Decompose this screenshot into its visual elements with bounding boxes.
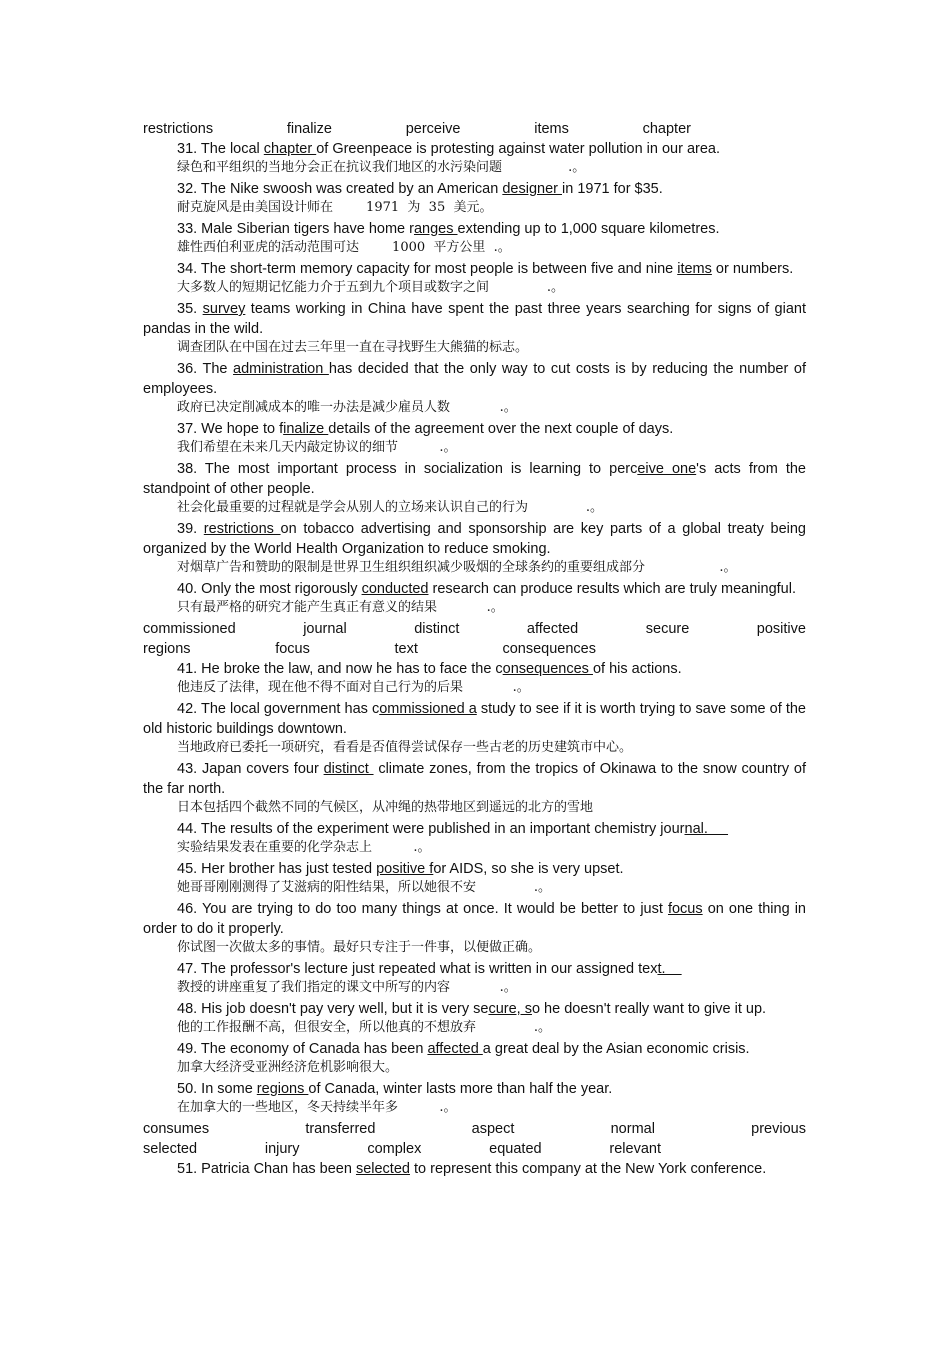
word-bank-2-row-2 (143, 639, 806, 659)
exercise-item (143, 179, 806, 217)
chinese-translation: 你试图一次做太多的事情。最好只专注于一件事，以便做正确。 (177, 940, 542, 955)
sentence-text: 50. In some (177, 1081, 257, 1097)
sentence-text: 46. You are trying to do too many things at once. It would be better to just (177, 901, 668, 917)
exercise-item (143, 1039, 806, 1077)
exercise-item (143, 859, 806, 897)
filled-answer: administration (233, 361, 329, 377)
sentence-text: 44. The results of the experiment were published in an important chemistry jour (177, 821, 685, 837)
exercise-group-2 (143, 659, 806, 1117)
filled-answer: inalize (283, 421, 329, 437)
sentence-text: 49. The economy of Canada has been (177, 1041, 428, 1057)
word-bank-word: restrictions (143, 121, 214, 137)
sentence-text: to represent this company at the New York conference. (409, 1161, 767, 1177)
word-bank-word: consequences (502, 641, 596, 657)
filled-answer: selected (355, 1161, 410, 1177)
sentence-text: 48. His job doesn't pay very well, but it is very se (177, 1001, 489, 1017)
exercise-item (143, 699, 806, 757)
sentence-text: 40. Only the most rigorously (177, 581, 362, 597)
chinese-translation: 雄性西伯利亚虎的活动范围可达 1000 平方公里 .。 (177, 240, 511, 255)
sentence-text: o he doesn't really want to give it up. (531, 1001, 767, 1017)
word-bank-word: distinct (414, 621, 460, 637)
chinese-translation: 对烟草广告和赞助的限制是世界卫生组织组织减少吸烟的全球条约的重要组成部分 .。 (177, 560, 737, 575)
exercise-item (143, 299, 806, 357)
word-bank-word: perceive (405, 121, 461, 137)
sentence-text: 43. Japan covers four (177, 761, 324, 777)
sentence-text: climate zones, from the tropics of Okinawa to the snow country of the far north. (143, 761, 806, 797)
word-bank-word: secure (645, 621, 690, 637)
filled-answer: nal. (684, 821, 729, 837)
filled-answer: regions (256, 1081, 309, 1097)
exercise-item (143, 519, 806, 577)
chinese-translation: 加拿大经济受亚洲经济危机影响很大。 (177, 1060, 399, 1075)
sentence-text: research can produce results which are truly meaningful. (428, 581, 796, 597)
word-bank-word: equated (489, 1141, 542, 1157)
word-bank-word: journal (303, 621, 347, 637)
sentence-text: 45. Her brother has just tested (177, 861, 377, 877)
exercise-group-3 (143, 1159, 806, 1179)
sentence-text: on one thing in order to do it properly. (143, 901, 806, 937)
english-sentence (143, 419, 806, 439)
word-bank-1 (143, 119, 806, 139)
sentence-text: 41. He broke the law, and now he has to face the c (177, 661, 503, 677)
english-sentence (143, 819, 806, 839)
filled-answer: designer (502, 181, 562, 197)
chinese-translation: 调查团队在中国在过去三年里一直在寻找野生大熊猫的标志。 (177, 340, 529, 355)
chinese-translation: 我们希望在未来几天内敲定协议的细节 .。 (177, 440, 457, 455)
filled-answer: positive f (376, 861, 434, 877)
chinese-translation: 绿色和平组织的当地分会正在抗议我们地区的水污染问题 .。 (177, 160, 586, 175)
word-bank-word: aspect (471, 1121, 515, 1137)
sentence-text: 32. The Nike swoosh was created by an American (177, 181, 503, 197)
word-bank-word: transferred (305, 1121, 376, 1137)
english-sentence (143, 959, 806, 979)
english-sentence (143, 659, 806, 679)
filled-answer: focus (667, 901, 703, 917)
word-bank-3-row-2 (143, 1139, 806, 1159)
english-sentence (143, 1079, 806, 1099)
filled-answer: survey (202, 301, 246, 317)
english-sentence (143, 759, 806, 799)
sentence-text: or AIDS, so she is very upset. (433, 861, 624, 877)
sentence-text: 42. The local government has c (177, 701, 380, 717)
sentence-text: 36. The (177, 361, 234, 377)
chinese-translation: 大多数人的短期记忆能力介于五到九个项目或数字之间 .。 (177, 280, 564, 295)
chinese-translation: 只有最严格的研究才能产生真正有意义的结果 .。 (177, 600, 504, 615)
sentence-text: of his actions. (592, 661, 682, 677)
word-bank-word: selected (143, 1141, 198, 1157)
sentence-text: 51. Patricia Chan has been (177, 1161, 356, 1177)
chinese-translation: 她哥哥刚刚测得了艾滋病的阳性结果，所以她很不安 .。 (177, 880, 551, 895)
worksheet-page (143, 119, 806, 1179)
exercise-item (143, 999, 806, 1037)
word-bank-word: text (394, 641, 418, 657)
sentence-text: extending up to 1,000 square kilometres. (457, 221, 720, 237)
chinese-translation: 日本包括四个截然不同的气候区，从冲绳的热带地区到遥远的北方的雪地 (177, 800, 594, 815)
english-sentence (143, 359, 806, 399)
word-bank-2-row-1 (143, 619, 806, 639)
chinese-translation: 政府已决定削减成本的唯一办法是减少雇员人数 .。 (177, 400, 517, 415)
exercise-item (143, 959, 806, 997)
exercise-item (143, 1159, 806, 1179)
exercise-item (143, 139, 806, 177)
english-sentence (143, 1039, 806, 1059)
chinese-translation: 当地政府已委托一项研究，看看是否值得尝试保存一些古老的历史建筑市中心。 (177, 740, 633, 755)
exercise-item (143, 459, 806, 517)
exercise-item (143, 259, 806, 297)
english-sentence (143, 259, 806, 279)
exercise-item (143, 899, 806, 957)
chinese-translation: 实验结果发表在重要的化学杂志上 .。 (177, 840, 431, 855)
english-sentence (143, 519, 806, 559)
english-sentence (143, 219, 806, 239)
sentence-text: 35. (177, 301, 203, 317)
exercise-item (143, 219, 806, 257)
chinese-translation: 耐克旋风是由美国设计师在 1971 为 35 美元。 (177, 200, 493, 215)
exercise-item (143, 759, 806, 817)
chinese-translation: 教授的讲座重复了我们指定的课文中所写的内容 .。 (177, 980, 517, 995)
word-bank-word: consumes (143, 1121, 210, 1137)
english-sentence (143, 999, 806, 1019)
filled-answer: onsequences (502, 661, 593, 677)
exercise-item (143, 1079, 806, 1117)
word-bank-word: injury (264, 1141, 300, 1157)
exercise-item (143, 419, 806, 457)
english-sentence (143, 459, 806, 499)
english-sentence (143, 859, 806, 879)
chinese-translation: 社会化最重要的过程就是学会从别人的立场来认识自己的行为 .。 (177, 500, 603, 515)
word-bank-word: relevant (609, 1141, 661, 1157)
filled-answer: chapter (263, 141, 317, 157)
word-bank-word: positive (756, 621, 806, 637)
english-sentence (143, 299, 806, 339)
sentence-text: a great deal by the Asian economic crisis. (482, 1041, 750, 1057)
word-bank-word: affected (526, 621, 579, 637)
word-bank-word: regions (143, 641, 191, 657)
exercise-item (143, 359, 806, 417)
chinese-translation: 他的工作报酬不高，但很安全，所以他真的不想放弃 .。 (177, 1020, 551, 1035)
english-sentence (143, 699, 806, 739)
exercise-item (143, 819, 806, 857)
sentence-text: 34. The short-term memory capacity for most people is between five and nine (177, 261, 678, 277)
filled-answer: conducted (361, 581, 429, 597)
sentence-text: 's acts from the standpoint of other people. (143, 461, 806, 497)
english-sentence (143, 579, 806, 599)
sentence-text: on tobacco advertising and sponsorship are key parts of a global treaty being organized by the World Health Organization to reduce smoking. (143, 521, 806, 557)
english-sentence (143, 139, 806, 159)
sentence-text: 47. The professor's lecture just repeated what is written in our assigned tex (177, 961, 658, 977)
english-sentence (143, 179, 806, 199)
filled-answer: ommissioned a (379, 701, 477, 717)
sentence-text: 31. The local (177, 141, 264, 157)
sentence-text: 33. Male Siberian tigers have home r (177, 221, 414, 237)
sentence-text: study to see if it is worth trying to save some of the old historic buildings downtown. (143, 701, 806, 737)
filled-answer: anges (413, 221, 458, 237)
filled-answer: items (677, 261, 712, 277)
sentence-text: 39. (177, 521, 204, 537)
word-bank-word: normal (610, 1121, 655, 1137)
sentence-text: 37. We hope to f (177, 421, 284, 437)
sentence-text: details of the agreement over the next couple of days. (328, 421, 674, 437)
filled-answer: eive one (637, 461, 697, 477)
sentence-text: or numbers. (711, 261, 794, 277)
word-bank-word: focus (275, 641, 310, 657)
word-bank-word: chapter (642, 121, 691, 137)
word-bank-word: items (534, 121, 569, 137)
filled-answer: t. (657, 961, 682, 977)
english-sentence (143, 1159, 806, 1179)
chinese-translation: 在加拿大的一些地区，冬天持续半年多 .。 (177, 1100, 457, 1115)
exercise-group-1 (143, 139, 806, 617)
chinese-translation: 他违反了法律，现在他不得不面对自己行为的后果 .。 (177, 680, 530, 695)
exercise-item (143, 579, 806, 617)
word-bank-word: finalize (286, 121, 332, 137)
filled-answer: distinct (323, 761, 374, 777)
sentence-text: has decided that the only way to cut costs is by reducing the number of employees. (143, 361, 806, 397)
filled-answer: cure, s (488, 1001, 532, 1017)
english-sentence (143, 899, 806, 939)
word-bank-3-row-1 (143, 1119, 806, 1139)
filled-answer: affected (427, 1041, 483, 1057)
exercise-item (143, 659, 806, 697)
sentence-text: in 1971 for $35. (562, 181, 663, 197)
filled-answer: restrictions (203, 521, 281, 537)
sentence-text: teams working in China have spent the past three years searching for signs of giant pandas in the wild. (143, 301, 807, 337)
word-bank-word: previous (751, 1121, 806, 1137)
word-bank-word: commissioned (143, 621, 236, 637)
sentence-text: of Canada, winter lasts more than half the year. (308, 1081, 613, 1097)
sentence-text: of Greenpeace is protesting against water pollution in our area. (316, 141, 721, 157)
word-bank-word: complex (367, 1141, 422, 1157)
sentence-text: 38. The most important process in socialization is learning to perc (177, 461, 638, 477)
